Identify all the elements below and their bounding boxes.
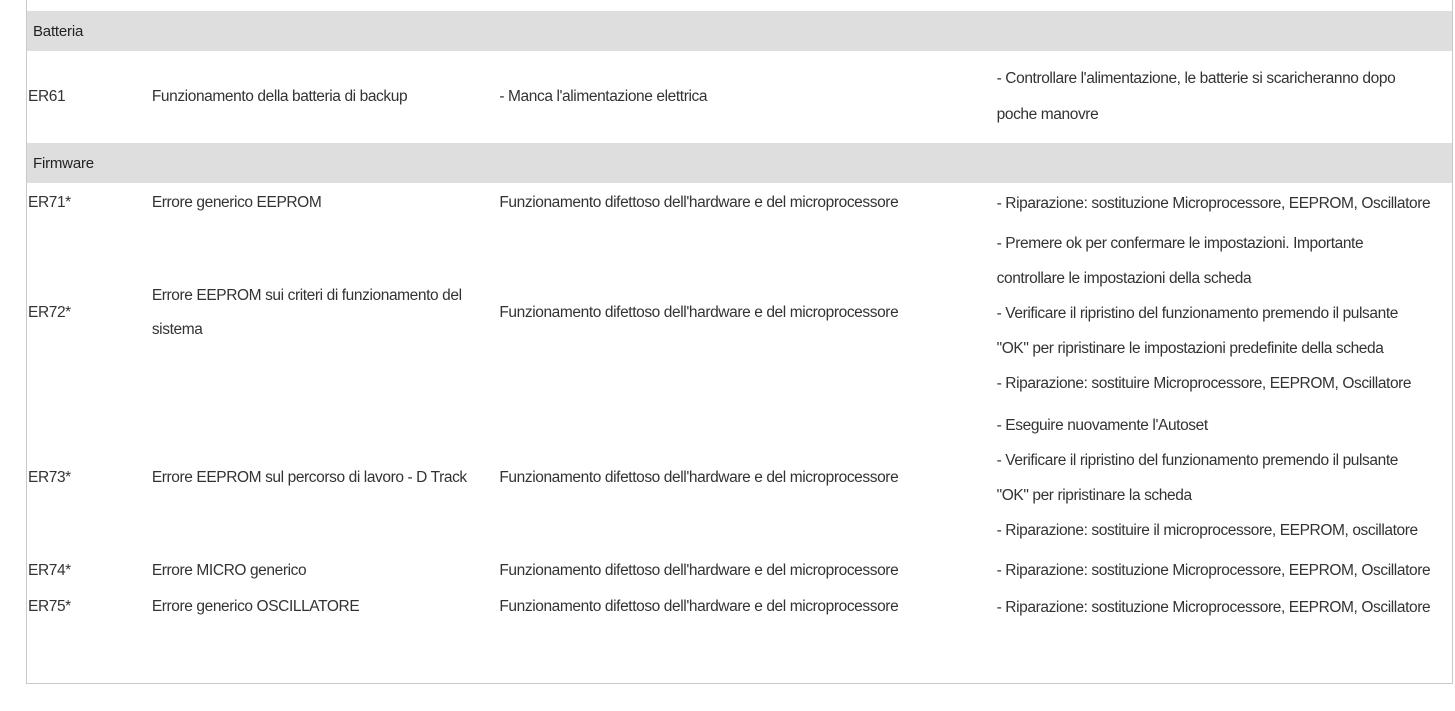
error-description-line: Errore EEPROM sul percorso di lavoro - D Track [151, 469, 467, 486]
error-description [152, 553, 500, 588]
error-code: ER73* [28, 469, 71, 486]
table-row-er71 [27, 183, 1452, 223]
error-description-line: Funzionamento della batteria di backup [151, 88, 408, 105]
error-description-line: Errore generico EEPROM [151, 194, 322, 211]
error-code: ER75* [28, 598, 71, 615]
error-description [152, 183, 500, 223]
error-cause: Funzionamento difettoso dell'hardware e del microprocessore [499, 194, 899, 211]
remedy-line: - Riparazione: sostituzione Microprocessore, EEPROM, Oscillatore [996, 194, 1431, 212]
table-row-er73 [27, 403, 1452, 553]
remedy-line: - Controllare l'alimentazione, le batterie si scaricheranno dopo [996, 70, 1396, 87]
error-code: ER61 [28, 88, 66, 105]
error-code: ER71* [28, 194, 71, 211]
error-remedy [997, 183, 1452, 223]
remedy-line: - Verificare il ripristino del funzionamento premendo il pulsante [996, 452, 1398, 469]
error-cause: Funzionamento difettoso dell'hardware e del microprocessore [499, 304, 899, 321]
error-remedy [997, 588, 1452, 626]
table-row-er61 [27, 51, 1452, 143]
error-remedy [997, 223, 1452, 403]
error-remedy [997, 553, 1452, 588]
remedy-line: - Riparazione: sostituzione Microprocessore, EEPROM, Oscillatore [996, 598, 1431, 616]
error-codes-table [26, 0, 1453, 684]
error-cause: Funzionamento difettoso dell'hardware e del microprocessore [499, 598, 899, 615]
section-header-firmware: Firmware [27, 143, 1452, 183]
table-row-er72 [27, 223, 1452, 403]
error-cause: Funzionamento difettoso dell'hardware e del microprocessore [499, 469, 899, 486]
error-description [152, 588, 500, 626]
error-description-line: Errore MICRO generico [151, 561, 307, 579]
error-description [152, 51, 500, 143]
error-code: ER74* [28, 561, 71, 579]
remedy-line: - Premere ok per confermare le impostazioni. Importante [996, 234, 1364, 252]
table-row-er74 [27, 553, 1452, 588]
remedy-line: "OK" per ripristinare le impostazioni predefinite della scheda [996, 339, 1384, 357]
remedy-line: "OK" per ripristinare la scheda [996, 487, 1192, 504]
remedy-line: - Riparazione: sostituire il microprocessore, EEPROM, oscillatore [996, 522, 1418, 539]
error-remedy [997, 51, 1452, 143]
table-row-er75 [27, 588, 1452, 626]
error-description-line: sistema [151, 321, 203, 338]
error-description [152, 403, 500, 553]
error-description-line: Errore EEPROM sui criteri di funzionamento del [151, 287, 462, 304]
error-cause: Funzionamento difettoso dell'hardware e del microprocessore [499, 561, 899, 579]
table-top-gap [27, 0, 1452, 11]
error-cause: - Manca l'alimentazione elettrica [499, 88, 708, 105]
error-code: ER72* [28, 304, 71, 321]
remedy-line: - Riparazione: sostituzione Microprocessore, EEPROM, Oscillatore [996, 562, 1431, 579]
error-description [152, 223, 500, 403]
section-header-batteria: Batteria [27, 11, 1452, 51]
remedy-line: controllare le impostazioni della scheda [996, 269, 1252, 287]
remedy-line: - Riparazione: sostituire Microprocessore, EEPROM, Oscillatore [996, 374, 1412, 392]
remedy-line: - Eseguire nuovamente l'Autoset [996, 417, 1208, 434]
error-description-line: Errore generico OSCILLATORE [151, 598, 360, 615]
remedy-line: poche manovre [996, 106, 1099, 123]
error-remedy [997, 403, 1452, 553]
remedy-line: - Verificare il ripristino del funzionamento premendo il pulsante [996, 304, 1398, 322]
